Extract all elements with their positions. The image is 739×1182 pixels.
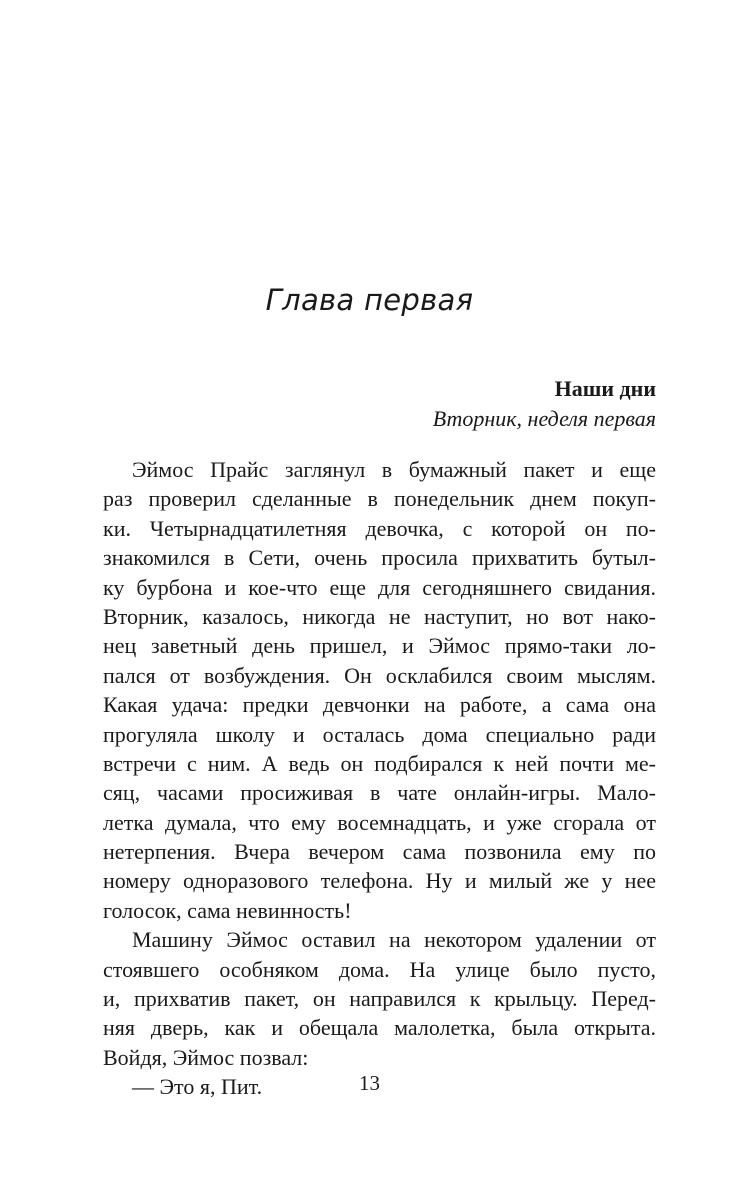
text-line: Войдя, Эймос позвал: bbox=[103, 1044, 309, 1070]
text-line: нец заветный день пришел, и Эймос прямо-таки ло- bbox=[103, 633, 656, 659]
text-line: Вторник, казалось, никогда не наступит, но вот нако- bbox=[103, 603, 656, 629]
text-line: знакомился в Сети, очень просила прихватить бутыл- bbox=[103, 545, 656, 571]
text-line: нетерпения. Вчера вечером сама позвонила ему по bbox=[103, 839, 656, 865]
section-subtitle: Вторник, неделя первая bbox=[432, 406, 656, 431]
body-text bbox=[103, 455, 656, 1102]
text-line: няя дверь, как и обещала малолетка, была открыта. bbox=[103, 1015, 656, 1041]
section-heading bbox=[433, 374, 656, 434]
page-number: 13 bbox=[359, 1071, 380, 1095]
text-line: Какая удача: предки девчонки на работе, а сама она bbox=[103, 692, 656, 718]
text-line: стоявшего особняком дома. На улице было пусто, bbox=[103, 956, 656, 982]
text-line: пался от возбуждения. Он осклабился своим мыслям. bbox=[103, 662, 656, 688]
text-line: ку бурбона и кое-что еще для сегодняшнего свидания. bbox=[103, 574, 656, 600]
text-line: прогуляла школу и осталась дома специально ради bbox=[103, 721, 656, 747]
section-title: Наши дни bbox=[554, 376, 656, 401]
text-line: и, прихватив пакет, он направился к крыльцу. Перед- bbox=[103, 986, 656, 1012]
text-line: раз проверил сделанные в понедельник днем покуп- bbox=[103, 486, 656, 512]
text-line: Эймос Прайс заглянул в бумажный пакет и еще bbox=[132, 457, 656, 482]
text-line: номеру одноразового телефона. Ну и милый же у нее bbox=[103, 868, 656, 894]
text-line: ки. Четырнадцатилетняя девочка, с которой он по- bbox=[103, 515, 656, 541]
chapter-title: Глава первая bbox=[265, 283, 474, 317]
text-line: встречи с ним. А ведь он подбирался к ней почти ме- bbox=[103, 750, 656, 776]
text-line: сяц, часами просиживая в чате онлайн-игры. Мало- bbox=[103, 780, 656, 806]
text-line: голосок, сама невинность! bbox=[103, 897, 352, 923]
text-line: летка думала, что ему восемнадцать, и уже сгорала от bbox=[103, 809, 656, 835]
text-line: — Это я, Пит. bbox=[132, 1074, 263, 1100]
text-line: Машину Эймос оставил на некотором удалении от bbox=[132, 927, 656, 953]
